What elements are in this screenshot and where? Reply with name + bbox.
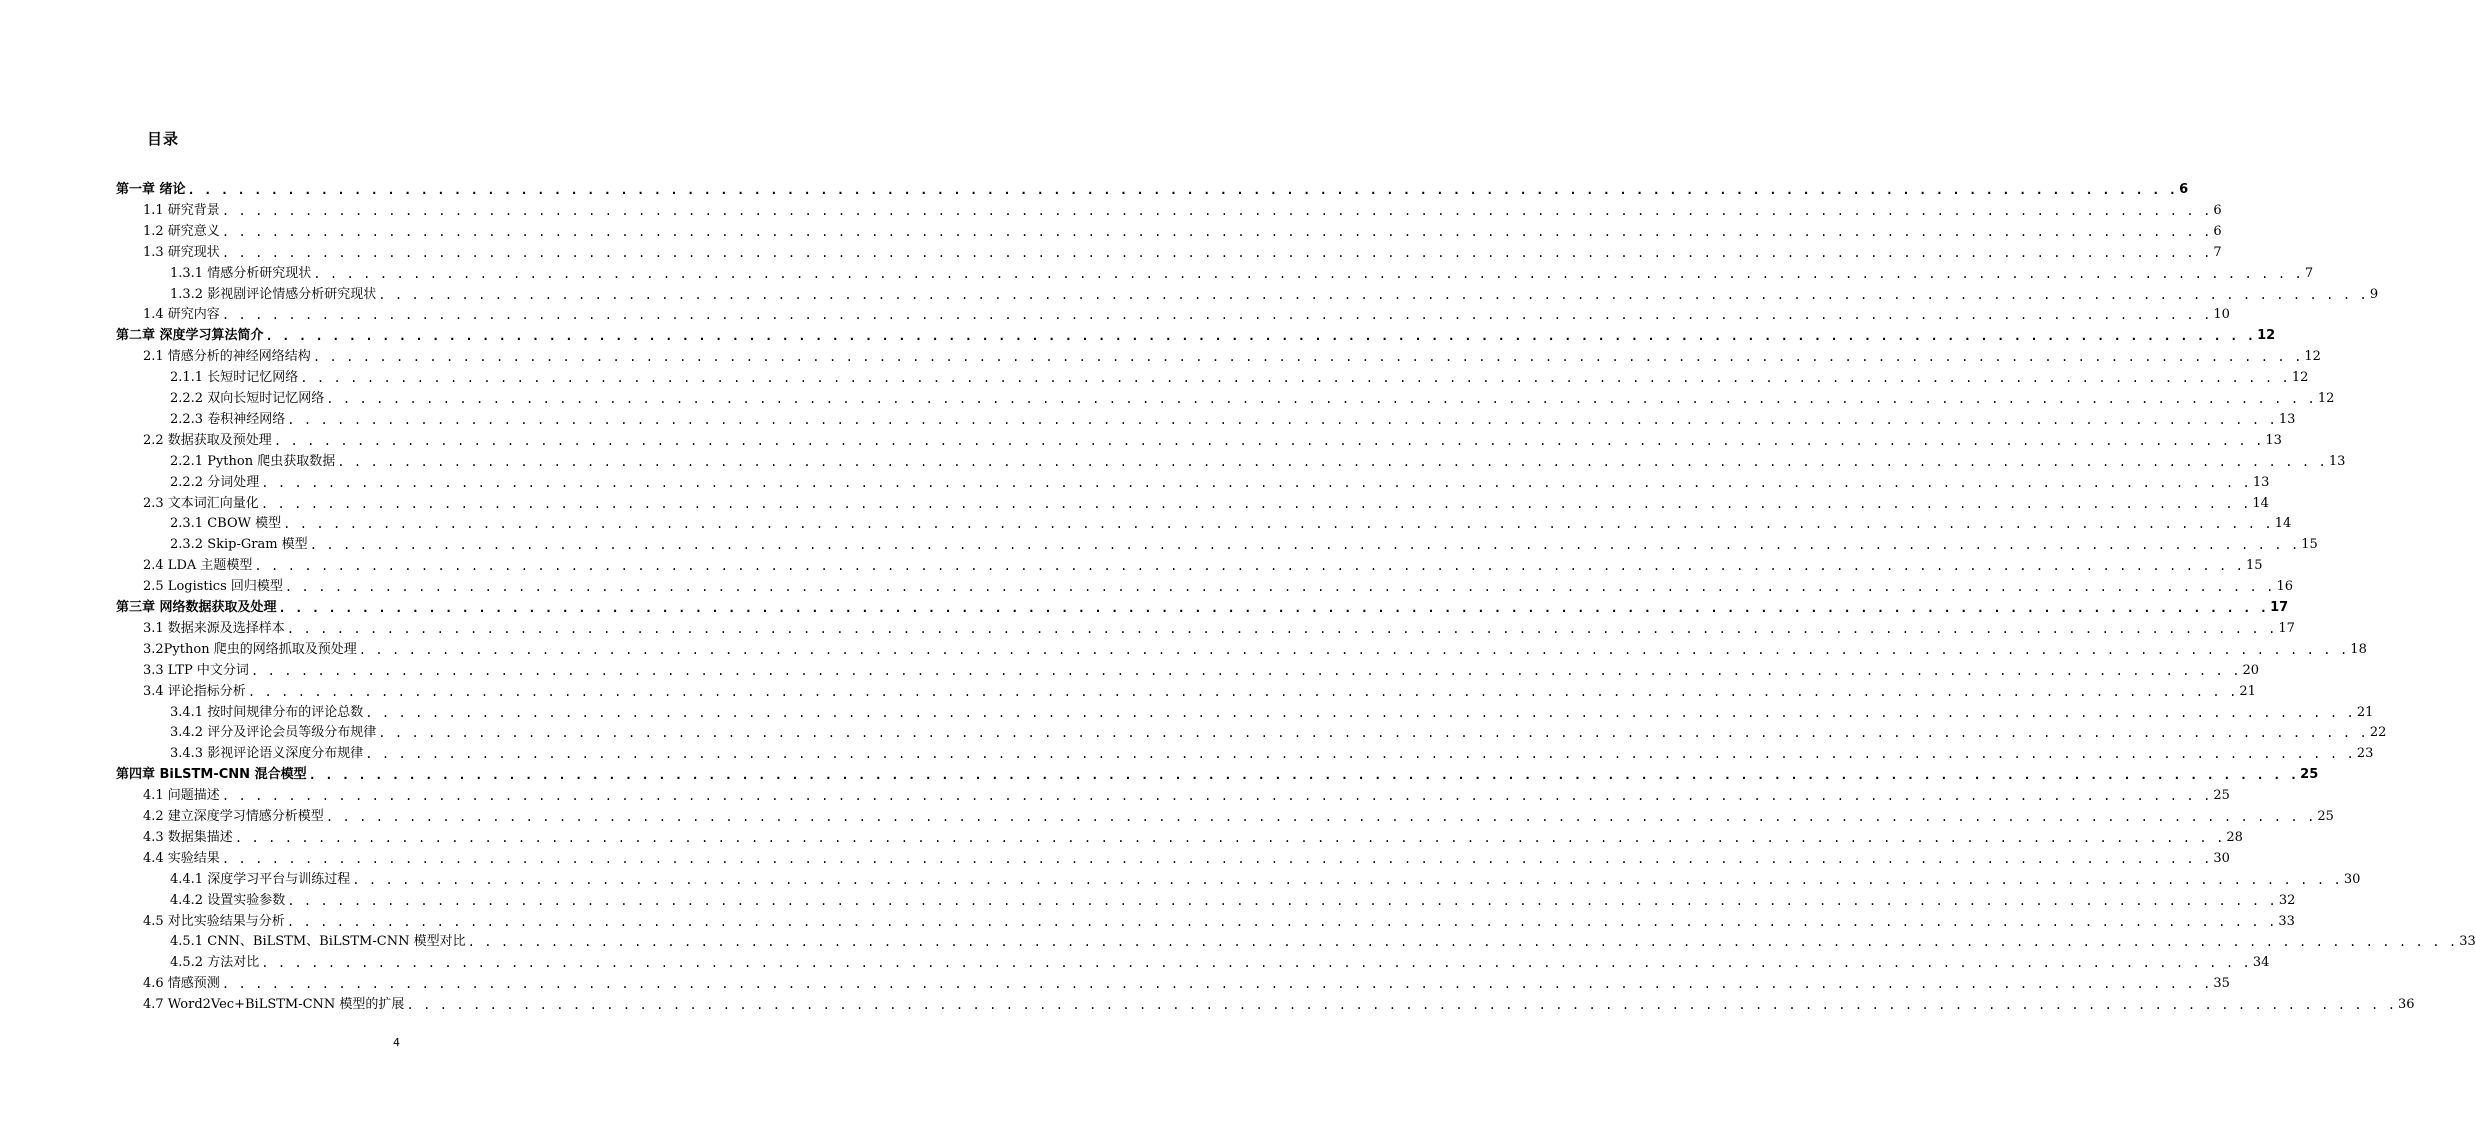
toc-leader-dots: . . . . . . . . . . . . . . . . . . . . . . . . . . . . . . . . . . . . . . . . . . . . . . . . . . . . . . . . . . . . . . . . . . . . . . . . . . . . . . . . . . . . . . . . . . . . . . . . . . . . . . . . . . . . . . . . . . . . . . . .: [326, 392, 2316, 406]
toc-entry-page: 13: [2252, 474, 2270, 490]
toc-entry-label: 1.3.2 影视剧评论情感分析研究现状: [170, 286, 377, 302]
toc-entry-label: 1.1 研究背景: [143, 202, 220, 218]
toc-entry-label: 3.1 数据来源及选择样本: [143, 620, 285, 636]
toc-entry-page: 21: [2239, 683, 2256, 699]
toc-entry-label: 4.1 问题描述: [143, 788, 220, 804]
toc-entry-label: 3.4.3 影视评论语义深度分布规律: [170, 746, 364, 762]
toc-entry[interactable]: [170, 889, 2296, 909]
toc-entry-page: 13: [2328, 453, 2346, 469]
toc-entry[interactable]: [170, 721, 2387, 741]
toc-leader-dots: . . . . . . . . . . . . . . . . . . . . . . . . . . . . . . . . . . . . . . . . . . . . . . . . . . . . . . . . . . . . . . . . . . . . . . . . . . . . . . . . . . . . . . . . . . . . . . . . . . . . . . . . . . . . . . . . . . . . . . . .: [221, 203, 2212, 218]
toc-entry-page: 6: [2213, 223, 2222, 239]
toc-entry-page: 25: [2317, 809, 2334, 824]
toc-entry-page: 18: [2350, 641, 2367, 657]
toc-leader-dots: . . . . . . . . . . . . . . . . . . . . . . . . . . . . . . . . . . . . . . . . . . . . . . . . . . . . . . . . . . . . . . . . . . . . . . . . . . . . . . . . . . . . . . . . . . . . . . . . . . . . . . . . . . . . . . . . . . . . . . . .: [261, 475, 2251, 490]
toc-entry-label: 2.3.1 CBOW 模型: [170, 516, 282, 532]
toc-entry[interactable]: [143, 575, 2294, 595]
toc-entry-page: 33: [2278, 913, 2295, 929]
toc-entry-page: 25: [2300, 767, 2319, 783]
toc-entry-page: 34: [2252, 955, 2270, 971]
toc-entry[interactable]: [143, 826, 2243, 846]
toc-entry-page: 25: [2213, 788, 2230, 804]
toc-entry-label: 第二章 深度学习算法简介: [116, 328, 264, 344]
toc-title: 目录: [147, 130, 180, 148]
toc-leader-dots: . . . . . . . . . . . . . . . . . . . . . . . . . . . . . . . . . . . . . . . . . . . . . . . . . . . . . . . . . . . . . . . . . . . . . . . . . . . . . . . . . . . . . . . . . . . . . . . . . . . . . . . . . . . . . . . . . . . . . . . .: [365, 705, 2355, 720]
toc-entry[interactable]: [170, 512, 2292, 532]
toc-entry[interactable]: [170, 533, 2318, 553]
toc-leader-dots: . . . . . . . . . . . . . . . . . . . . . . . . . . . . . . . . . . . . . . . . . . . . . . . . . . . . . . . . . . . . . . . . . . . . . . . . . . . . . . . . . . . . . . . . . . . . . . . . . . . . . . . . . . . . . . . . . . . . . . . .: [337, 454, 2327, 469]
toc-entry-label: 4.4.1 深度学习平台与训练过程: [170, 871, 351, 887]
toc-leader-dots: . . . . . . . . . . . . . . . . . . . . . . . . . . . . . . . . . . . . . . . . . . . . . . . . . . . . . . . . . . . . . . . . . . . . . . . . . . . . . . . . . . . . . . . . . . . . . . . . . . . . . . . . . . . . . . . . . . . . . . . .: [187, 183, 2178, 197]
toc-leader-dots: . . . . . . . . . . . . . . . . . . . . . . . . . . . . . . . . . . . . . . . . . . . . . . . . . . . . . . . . . . . . . . . . . . . . . . . . . . . . . . . . . . . . . . . . . . . . . . . . . . . . . . . . . . . . . . . . . . . . . . . .: [221, 851, 2212, 866]
toc-entry-label: 2.2.1 Python 爬虫获取数据: [170, 453, 336, 469]
toc-leader-dots: . . . . . . . . . . . . . . . . . . . . . . . . . . . . . . . . . . . . . . . . . . . . . . . . . . . . . . . . . . . . . . . . . . . . . . . . . . . . . . . . . . . . . . . . . . . . . . . . . . . . . . . . . . . . . . . . . . . . . . . .: [221, 308, 2212, 323]
toc-leader-dots: . . . . . . . . . . . . . . . . . . . . . . . . . . . . . . . . . . . . . . . . . . . . . . . . . . . . . . . . . . . . . . . . . . . . . . . . . . . . . . . . . . . . . . . . . . . . . . . . . . . . . . . . . . . . . . . . . . . . . . . .: [325, 810, 2316, 824]
toc-entry-label: 4.4 实验结果: [143, 850, 220, 866]
toc-entry-page: 23: [2356, 746, 2374, 762]
toc-entry[interactable]: [170, 471, 2270, 491]
toc-entry-label: 第一章 绪论: [116, 182, 186, 197]
toc-entry-page: 12: [2291, 370, 2309, 386]
toc-leader-dots: . . . . . . . . . . . . . . . . . . . . . . . . . . . . . . . . . . . . . . . . . . . . . . . . . . . . . . . . . . . . . . . . . . . . . . . . . . . . . . . . . . . . . . . . . . . . . . . . . . . . . . . . . . . . . . . . . . . . . . . .: [247, 684, 2238, 699]
toc-entry-page: 7: [2213, 244, 2222, 260]
toc-leader-dots: . . . . . . . . . . . . . . . . . . . . . . . . . . . . . . . . . . . . . . . . . . . . . . . . . . . . . . . . . . . . . . . . . . . . . . . . . . . . . . . . . . . . . . . . . . . . . . . . . . . . . . . . . . . . . . . . . . . . . . . .: [406, 998, 2397, 1013]
toc-entry[interactable]: [143, 554, 2263, 574]
toc-entry-label: 4.5.2 方法对比: [170, 955, 260, 971]
toc-leader-dots: . . . . . . . . . . . . . . . . . . . . . . . . . . . . . . . . . . . . . . . . . . . . . . . . . . . . . . . . . . . . . . . . . . . . . . . . . . . . . . . . . . . . . . . . . . . . . . . . . . . . . . . . . . . . . . . . . . . . . . . .: [283, 517, 2273, 532]
toc-entry[interactable]: [170, 262, 2314, 282]
toc-entry[interactable]: [143, 972, 2230, 992]
toc-leader-dots: . . . . . . . . . . . . . . . . . . . . . . . . . . . . . . . . . . . . . . . . . . . . . . . . . . . . . . . . . . . . . . . . . . . . . . . . . . . . . . . . . . . . . . . . . . . . . . . . . . . . . . . . . . . . . . . . . . . . . . . .: [284, 580, 2275, 595]
toc-leader-dots: . . . . . . . . . . . . . . . . . . . . . . . . . . . . . . . . . . . . . . . . . . . . . . . . . . . . . . . . . . . . . . . . . . . . . . . . . . . . . . . . . . . . . . . . . . . . . . . . . . . . . . . . . . . . . . . . . . . . . . . .: [287, 893, 2277, 908]
toc-entry[interactable]: [170, 742, 2374, 762]
toc-leader-dots: . . . . . . . . . . . . . . . . . . . . . . . . . . . . . . . . . . . . . . . . . . . . . . . . . . . . . . . . . . . . . . . . . . . . . . . . . . . . . . . . . . . . . . . . . . . . . . . . . . . . . . . . . . . . . . . . . . . . . . . .: [300, 371, 2290, 386]
toc-entry-page: 28: [2226, 829, 2243, 845]
toc-entry-label: 2.3.2 Skip-Gram 模型: [170, 537, 308, 553]
toc-entry-label: 1.2 研究意义: [143, 223, 220, 239]
toc-entry-page: 13: [2278, 411, 2296, 427]
toc-entry-page: 13: [2265, 432, 2282, 448]
toc-entry-label: 4.4.2 设置实验参数: [170, 892, 286, 908]
toc-entry-page: 6: [2179, 182, 2189, 197]
toc-entry[interactable]: [143, 220, 2222, 240]
toc-entry[interactable]: [143, 659, 2260, 679]
toc-entry-label: 4.6 情感预测: [143, 976, 220, 992]
toc-entry[interactable]: [143, 847, 2230, 867]
toc-leader-dots: . . . . . . . . . . . . . . . . . . . . . . . . . . . . . . . . . . . . . . . . . . . . . . . . . . . . . . . . . . . . . . . . . . . . . . . . . . . . . . . . . . . . . . . . . . . . . . . . . . . . . . . . . . . . . . . . . . . . . . . .: [378, 287, 2368, 302]
toc-entry-page: 10: [2213, 307, 2230, 323]
toc-chapter-entry[interactable]: [116, 324, 2276, 344]
toc-entry-page: 14: [2252, 495, 2269, 511]
toc-leader-dots: . . . . . . . . . . . . . . . . . . . . . . . . . . . . . . . . . . . . . . . . . . . . . . . . . . . . . . . . . . . . . . . . . . . . . . . . . . . . . . . . . . . . . . . . . . . . . . . . . . . . . . . . . . . . . . . . . . . . . . . .: [278, 601, 2269, 615]
toc-entry-page: 20: [2242, 662, 2260, 678]
toc-entry[interactable]: [170, 366, 2309, 386]
toc-entry[interactable]: [143, 805, 2334, 825]
toc-chapter-entry[interactable]: [116, 178, 2189, 198]
toc-entry[interactable]: [170, 283, 2379, 303]
toc-entry[interactable]: [143, 680, 2256, 700]
toc-entry[interactable]: [143, 910, 2295, 930]
toc-entry-page: 12: [2304, 349, 2321, 365]
toc-entry-label: 1.3 研究现状: [143, 244, 220, 260]
toc-entry-label: 4.5.1 CNN、BiLSTM、BiLSTM-CNN 模型对比: [170, 934, 466, 950]
toc-entry-label: 2.2.3 卷积神经网络: [170, 411, 286, 427]
toc-entry[interactable]: [170, 951, 2270, 971]
toc-entry[interactable]: [143, 241, 2222, 261]
toc-entry-page: 16: [2276, 579, 2294, 595]
toc-leader-dots: . . . . . . . . . . . . . . . . . . . . . . . . . . . . . . . . . . . . . . . . . . . . . . . . . . . . . . . . . . . . . . . . . . . . . . . . . . . . . . . . . . . . . . . . . . . . . . . . . . . . . . . . . . . . . . . . . . . . . . . .: [254, 559, 2244, 574]
toc-leader-dots: . . . . . . . . . . . . . . . . . . . . . . . . . . . . . . . . . . . . . . . . . . . . . . . . . . . . . . . . . . . . . . . . . . . . . . . . . . . . . . . . . . . . . . . . . . . . . . . . . . . . . . . . . . . . . . . . . . . . . . . .: [312, 350, 2303, 365]
toc-entry-page: 30: [2343, 871, 2361, 887]
toc-entry[interactable]: [143, 199, 2222, 219]
toc-leader-dots: . . . . . . . . . . . . . . . . . . . . . . . . . . . . . . . . . . . . . . . . . . . . . . . . . . . . . . . . . . . . . . . . . . . . . . . . . . . . . . . . . . . . . . . . . . . . . . . . . . . . . . . . . . . . . . . . . . . . . . . .: [352, 872, 2342, 887]
toc-leader-dots: . . . . . . . . . . . . . . . . . . . . . . . . . . . . . . . . . . . . . . . . . . . . . . . . . . . . . . . . . . . . . . . . . . . . . . . . . . . . . . . . . . . . . . . . . . . . . . . . . . . . . . . . . . . . . . . . . . . . . . . .: [308, 768, 2299, 783]
toc-entry-label: 1.3.1 情感分析研究现状: [170, 265, 312, 281]
toc-leader-dots: . . . . . . . . . . . . . . . . . . . . . . . . . . . . . . . . . . . . . . . . . . . . . . . . . . . . . . . . . . . . . . . . . . . . . . . . . . . . . . . . . . . . . . . . . . . . . . . . . . . . . . . . . . . . . . . . . . . . . . . .: [260, 496, 2251, 511]
toc-entry[interactable]: [170, 408, 2296, 428]
toc-entry-page: 36: [2398, 997, 2415, 1013]
toc-entry[interactable]: [170, 450, 2346, 470]
toc-entry-label: 4.2 建立深度学习情感分析模型: [143, 809, 324, 824]
toc-entry-page: 12: [2317, 391, 2335, 406]
page-number: 4: [393, 1036, 400, 1049]
toc-entry[interactable]: [143, 345, 2321, 365]
toc-entry-label: 2.1 情感分析的神经网络结构: [143, 349, 311, 365]
toc-entry-label: 2.2.2 双向长短时记忆网络: [170, 391, 325, 406]
toc-leader-dots: . . . . . . . . . . . . . . . . . . . . . . . . . . . . . . . . . . . . . . . . . . . . . . . . . . . . . . . . . . . . . . . . . . . . . . . . . . . . . . . . . . . . . . . . . . . . . . . . . . . . . . . . . . . . . . . . . . . . . . . .: [365, 747, 2355, 762]
toc-leader-dots: . . . . . . . . . . . . . . . . . . . . . . . . . . . . . . . . . . . . . . . . . . . . . . . . . . . . . . . . . . . . . . . . . . . . . . . . . . . . . . . . . . . . . . . . . . . . . . . . . . . . . . . . . . . . . . . . . . . . . . . .: [378, 726, 2368, 741]
toc-entry-label: 3.4.2 评分及评论会员等级分布规律: [170, 725, 377, 741]
toc-entry[interactable]: [170, 930, 2476, 950]
toc-entry-page: 14: [2274, 516, 2292, 532]
toc-entry-page: 15: [2245, 558, 2263, 574]
toc-entry-page: 12: [2257, 328, 2276, 344]
toc-leader-dots: . . . . . . . . . . . . . . . . . . . . . . . . . . . . . . . . . . . . . . . . . . . . . . . . . . . . . . . . . . . . . . . . . . . . . . . . . . . . . . . . . . . . . . . . . . . . . . . . . . . . . . . . . . . . . . . . . . . . . . . .: [467, 935, 2458, 950]
toc-entry-page: 7: [2304, 265, 2314, 281]
toc-entry-page: 9: [2369, 286, 2379, 302]
toc-entry-label: 2.3 文本词汇向量化: [143, 495, 259, 511]
toc-leader-dots: . . . . . . . . . . . . . . . . . . . . . . . . . . . . . . . . . . . . . . . . . . . . . . . . . . . . . . . . . . . . . . . . . . . . . . . . . . . . . . . . . . . . . . . . . . . . . . . . . . . . . . . . . . . . . . . . . . . . . . . .: [313, 266, 2303, 281]
toc-chapter-entry[interactable]: [116, 763, 2319, 783]
toc-leader-dots: . . . . . . . . . . . . . . . . . . . . . . . . . . . . . . . . . . . . . . . . . . . . . . . . . . . . . . . . . . . . . . . . . . . . . . . . . . . . . . . . . . . . . . . . . . . . . . . . . . . . . . . . . . . . . . . . . . . . . . . .: [287, 412, 2277, 427]
toc-entry[interactable]: [143, 492, 2269, 512]
toc-leader-dots: . . . . . . . . . . . . . . . . . . . . . . . . . . . . . . . . . . . . . . . . . . . . . . . . . . . . . . . . . . . . . . . . . . . . . . . . . . . . . . . . . . . . . . . . . . . . . . . . . . . . . . . . . . . . . . . . . . . . . . . .: [309, 538, 2300, 553]
toc-entry-page: 17: [2270, 600, 2289, 615]
toc-entry-label: 4.5 对比实验结果与分析: [143, 913, 285, 929]
toc-entry-label: 1.4 研究内容: [143, 307, 220, 323]
toc-leader-dots: . . . . . . . . . . . . . . . . . . . . . . . . . . . . . . . . . . . . . . . . . . . . . . . . . . . . . . . . . . . . . . . . . . . . . . . . . . . . . . . . . . . . . . . . . . . . . . . . . . . . . . . . . . . . . . . . . . . . . . . .: [221, 789, 2212, 804]
toc-entry[interactable]: [170, 701, 2374, 721]
toc-entry-page: 6: [2213, 202, 2222, 218]
toc-entry-page: 35: [2213, 976, 2230, 992]
toc-leader-dots: . . . . . . . . . . . . . . . . . . . . . . . . . . . . . . . . . . . . . . . . . . . . . . . . . . . . . . . . . . . . . . . . . . . . . . . . . . . . . . . . . . . . . . . . . . . . . . . . . . . . . . . . . . . . . . . . . . . . . . . .: [261, 956, 2251, 971]
toc-leader-dots: . . . . . . . . . . . . . . . . . . . . . . . . . . . . . . . . . . . . . . . . . . . . . . . . . . . . . . . . . . . . . . . . . . . . . . . . . . . . . . . . . . . . . . . . . . . . . . . . . . . . . . . . . . . . . . . . . . . . . . . .: [358, 642, 2349, 657]
toc-entry-label: 4.7 Word2Vec+BiLSTM-CNN 模型的扩展: [143, 997, 405, 1013]
toc-entry-label: 3.4 评论指标分析: [143, 683, 246, 699]
toc-entry-label: 3.3 LTP 中文分词: [143, 662, 249, 678]
toc-leader-dots: . . . . . . . . . . . . . . . . . . . . . . . . . . . . . . . . . . . . . . . . . . . . . . . . . . . . . . . . . . . . . . . . . . . . . . . . . . . . . . . . . . . . . . . . . . . . . . . . . . . . . . . . . . . . . . . . . . . . . . . .: [286, 914, 2277, 929]
toc-entry[interactable]: [143, 617, 2295, 637]
toc-entry[interactable]: [143, 784, 2230, 804]
toc-entry[interactable]: [143, 429, 2282, 449]
toc-entry-label: 2.1.1 长短时记忆网络: [170, 370, 299, 386]
toc-entry-page: 17: [2278, 620, 2295, 636]
toc-entry-page: 30: [2213, 850, 2230, 866]
toc-leader-dots: . . . . . . . . . . . . . . . . . . . . . . . . . . . . . . . . . . . . . . . . . . . . . . . . . . . . . . . . . . . . . . . . . . . . . . . . . . . . . . . . . . . . . . . . . . . . . . . . . . . . . . . . . . . . . . . . . . . . . . . .: [221, 224, 2212, 239]
toc-entry-page: 32: [2278, 892, 2296, 908]
toc-entry-label: 3.4.1 按时间规律分布的评论总数: [170, 704, 364, 720]
toc-leader-dots: . . . . . . . . . . . . . . . . . . . . . . . . . . . . . . . . . . . . . . . . . . . . . . . . . . . . . . . . . . . . . . . . . . . . . . . . . . . . . . . . . . . . . . . . . . . . . . . . . . . . . . . . . . . . . . . . . . . . . . . .: [265, 329, 2256, 344]
toc-leader-dots: . . . . . . . . . . . . . . . . . . . . . . . . . . . . . . . . . . . . . . . . . . . . . . . . . . . . . . . . . . . . . . . . . . . . . . . . . . . . . . . . . . . . . . . . . . . . . . . . . . . . . . . . . . . . . . . . . . . . . . . .: [250, 663, 2241, 678]
toc-entry[interactable]: [143, 303, 2230, 323]
toc-entry-label: 4.3 数据集描述: [143, 829, 233, 845]
toc-entry-page: 15: [2301, 537, 2318, 553]
toc-leader-dots: . . . . . . . . . . . . . . . . . . . . . . . . . . . . . . . . . . . . . . . . . . . . . . . . . . . . . . . . . . . . . . . . . . . . . . . . . . . . . . . . . . . . . . . . . . . . . . . . . . . . . . . . . . . . . . . . . . . . . . . .: [286, 621, 2277, 636]
toc-leader-dots: . . . . . . . . . . . . . . . . . . . . . . . . . . . . . . . . . . . . . . . . . . . . . . . . . . . . . . . . . . . . . . . . . . . . . . . . . . . . . . . . . . . . . . . . . . . . . . . . . . . . . . . . . . . . . . . . . . . . . . . .: [221, 245, 2212, 260]
toc-entry-page: 33: [2459, 934, 2476, 950]
toc-entry-label: 2.2.2 分词处理: [170, 474, 260, 490]
toc-entry[interactable]: [143, 993, 2415, 1013]
toc-entry-label: 第三章 网络数据获取及处理: [116, 600, 277, 615]
toc-entry-label: 2.5 Logistics 回归模型: [143, 579, 283, 595]
toc-entry-label: 3.2Python 爬虫的网络抓取及预处理: [143, 641, 357, 657]
toc-entry[interactable]: [170, 868, 2361, 888]
toc-entry[interactable]: [170, 387, 2335, 407]
toc-leader-dots: . . . . . . . . . . . . . . . . . . . . . . . . . . . . . . . . . . . . . . . . . . . . . . . . . . . . . . . . . . . . . . . . . . . . . . . . . . . . . . . . . . . . . . . . . . . . . . . . . . . . . . . . . . . . . . . . . . . . . . . .: [221, 977, 2212, 992]
toc-entry-label: 2.2 数据获取及预处理: [143, 432, 272, 448]
toc-entry-label: 第四章 BiLSTM-CNN 混合模型: [116, 767, 307, 783]
toc-chapter-entry[interactable]: [116, 596, 2289, 616]
toc-entry-label: 2.4 LDA 主题模型: [143, 558, 253, 574]
toc-leader-dots: . . . . . . . . . . . . . . . . . . . . . . . . . . . . . . . . . . . . . . . . . . . . . . . . . . . . . . . . . . . . . . . . . . . . . . . . . . . . . . . . . . . . . . . . . . . . . . . . . . . . . . . . . . . . . . . . . . . . . . . .: [273, 433, 2264, 448]
toc-entry-page: 22: [2369, 725, 2387, 741]
toc-leader-dots: . . . . . . . . . . . . . . . . . . . . . . . . . . . . . . . . . . . . . . . . . . . . . . . . . . . . . . . . . . . . . . . . . . . . . . . . . . . . . . . . . . . . . . . . . . . . . . . . . . . . . . . . . . . . . . . . . . . . . . . .: [234, 830, 2225, 845]
toc-entry-page: 21: [2356, 704, 2374, 720]
toc-entry[interactable]: [143, 638, 2367, 658]
